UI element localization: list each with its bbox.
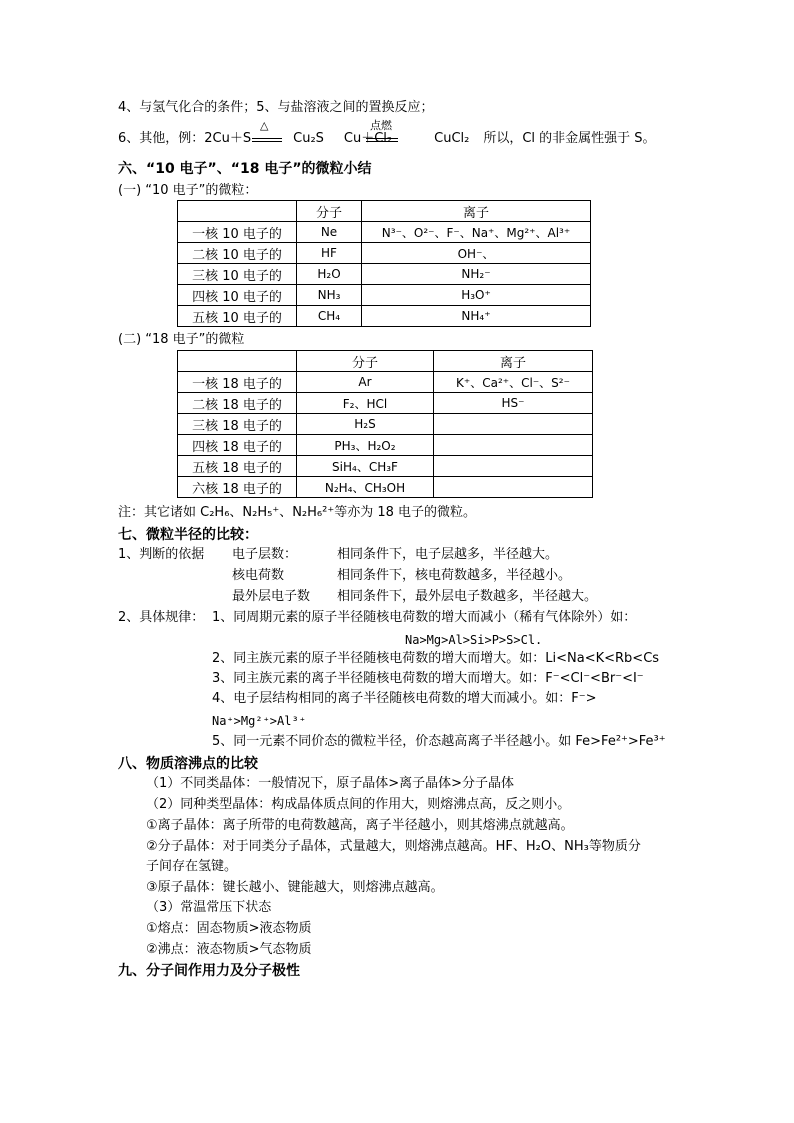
rule-1-example: Na>Mg>Al>Si>P>S>Cl. [405, 633, 543, 647]
col-header-molecule: 分子 [297, 351, 434, 372]
row-label: 一核 18 电子的 [178, 372, 297, 393]
table-header-row [178, 351, 593, 372]
line6-suffix: 所以，Cl 的非金属性强于 S。 [483, 131, 656, 146]
row-label: 四核 10 电子的 [178, 285, 297, 306]
table-row [178, 285, 591, 306]
crystal-line-8: ②沸点：液态物质>气态物质 [146, 942, 312, 957]
table-row [178, 477, 593, 498]
crystal-line-1: （1）不同类晶体：一般情况下，原子晶体>离子晶体>分子晶体 [146, 776, 515, 791]
rule-4-example: Na⁺>Mg²⁺>Al³⁺ [212, 714, 306, 728]
text-line-4: 4、与氢气化合的条件；5、与盐溶液之间的置换反应； [118, 100, 434, 115]
basis-desc: 相同条件下，电子层越多，半径越大。 [337, 547, 559, 562]
equation-2-left: Cu＋Cl₂ [343, 131, 393, 146]
basis-desc: 相同条件下，最外层电子数越多，半径越大。 [337, 589, 598, 604]
rule-label: 2、具体规律： [118, 610, 205, 625]
basis-term: 最外层电子数 [232, 589, 311, 604]
line6-prefix: 6、其他，例： [118, 131, 205, 146]
table-row [178, 372, 593, 393]
molecule-cell: PH₃、H₂O₂ [297, 435, 434, 456]
molecule-cell: N₂H₄、CH₃OH [297, 477, 434, 498]
table-header-row [178, 201, 591, 222]
row-label: 二核 10 电子的 [178, 243, 297, 264]
table-corner [178, 201, 297, 222]
table-10-electron [177, 200, 591, 327]
row-label: 一核 10 电子的 [178, 222, 297, 243]
crystal-line-6: （3）常温常压下状态 [146, 900, 272, 915]
table-row [178, 243, 591, 264]
rule-2: 2、同主族元素的原子半径随核电荷数的增大而增大。如：Li<Na<K<Rb<Cs [212, 651, 660, 666]
molecule-cell: NH₃ [297, 285, 362, 306]
molecule-cell: Ne [297, 222, 362, 243]
note-18-electron: 注：其它诸如 C₂H₆、N₂H₅⁺、N₂H₆²⁺等亦为 18 电子的微粒。 [118, 505, 476, 520]
equation-1-equals [252, 138, 282, 139]
molecule-cell: H₂S [297, 414, 434, 435]
crystal-line-4: ②分子晶体：对于同类分子晶体，式量越大，则熔沸点越高。HF、H₂O、NH₃等物质分 [146, 839, 641, 854]
basis-term: 核电荷数 [232, 568, 285, 583]
table-row [178, 222, 591, 243]
molecule-cell: F₂、HCl [297, 393, 434, 414]
ion-cell: OH⁻、 [362, 243, 591, 264]
row-label: 五核 10 电子的 [178, 306, 297, 327]
basis-label: 1、判断的依据 [118, 547, 205, 562]
row-label: 六核 18 电子的 [178, 477, 297, 498]
equation-1-left: 2Cu＋S [204, 131, 252, 146]
table-row [178, 435, 593, 456]
ion-cell [434, 477, 593, 498]
molecule-cell: HF [297, 243, 362, 264]
ion-cell: K⁺、Ca²⁺、Cl⁻、S²⁻ [434, 372, 593, 393]
rule-4: 4、电子层结构相同的离子半径随核电荷数的增大而减小。如：F⁻> [212, 691, 597, 706]
crystal-line-7: ①熔点：固态物质>液态物质 [146, 921, 312, 936]
molecule-cell: CH₄ [297, 306, 362, 327]
equation-1-equals-2 [252, 141, 282, 142]
col-header-ion: 离子 [362, 201, 591, 222]
ignition-condition: 点燃 [370, 119, 392, 132]
equation-1-right: Cu₂S [293, 131, 324, 146]
equation-2-equals [366, 138, 398, 139]
rule-5: 5、同一元素不同价态的微粒半径，价态越高离子半径越小。如 Fe>Fe²⁺>Fe³⁺ [212, 734, 666, 749]
basis-desc: 相同条件下，核电荷数越多，半径越小。 [337, 568, 572, 583]
row-label: 四核 18 电子的 [178, 435, 297, 456]
table-row [178, 306, 591, 327]
molecule-cell: H₂O [297, 264, 362, 285]
table-corner [178, 351, 297, 372]
ion-cell [434, 435, 593, 456]
row-label: 二核 18 电子的 [178, 393, 297, 414]
crystal-line-5: ③原子晶体：键长越小、键能越大，则熔沸点越高。 [146, 880, 444, 895]
col-header-ion: 离子 [434, 351, 593, 372]
section-9-title: 九、分子间作用力及分子极性 [118, 963, 300, 979]
subtitle-18-electron: (二) “18 电子”的微粒 [118, 332, 245, 347]
ion-cell: H₃O⁺ [362, 285, 591, 306]
equation-2-right: CuCl₂ [434, 131, 470, 146]
text-line-6 [118, 130, 656, 148]
row-label: 三核 10 电子的 [178, 264, 297, 285]
table-row [178, 264, 591, 285]
table-row [178, 414, 593, 435]
ion-cell: NH₂⁻ [362, 264, 591, 285]
row-label: 三核 18 电子的 [178, 414, 297, 435]
section-6-title: 六、“10 电子”、“18 电子”的微粒小结 [118, 161, 372, 177]
ion-cell [434, 414, 593, 435]
ion-cell [434, 456, 593, 477]
table-row [178, 456, 593, 477]
crystal-line-3: ①离子晶体：离子所带的电荷数越高，离子半径越小，则其熔沸点就越高。 [146, 818, 574, 833]
table-row [178, 393, 593, 414]
crystal-line-2: （2）同种类型晶体：构成晶体质点间的作用大，则熔沸点高，反之则小。 [146, 797, 571, 812]
section-7-title: 七、微粒半径的比较： [118, 527, 258, 543]
row-label: 五核 18 电子的 [178, 456, 297, 477]
subtitle-10-electron: (一) “10 电子”的微粒： [118, 183, 258, 198]
rule-3: 3、同主族元素的离子半径随核电荷数的增大而增大。如：F⁻<Cl⁻<Br⁻<I⁻ [212, 671, 644, 686]
crystal-line-4b: 子间存在氢键。 [146, 859, 238, 874]
table-18-electron [177, 350, 593, 498]
ion-cell: N³⁻、O²⁻、F⁻、Na⁺、Mg²⁺、Al³⁺ [362, 222, 591, 243]
basis-term: 电子层数： [232, 547, 298, 562]
ion-cell: NH₄⁺ [362, 306, 591, 327]
equation-2-equals-2 [366, 141, 398, 142]
rule-1: 1、同周期元素的原子半径随核电荷数的增大而减小（稀有气体除外）如： [212, 610, 637, 625]
section-8-title: 八、物质溶沸点的比较 [118, 756, 258, 772]
col-header-molecule: 分子 [297, 201, 362, 222]
molecule-cell: Ar [297, 372, 434, 393]
ion-cell: HS⁻ [434, 393, 593, 414]
heating-condition: △ [260, 119, 269, 132]
molecule-cell: SiH₄、CH₃F [297, 456, 434, 477]
